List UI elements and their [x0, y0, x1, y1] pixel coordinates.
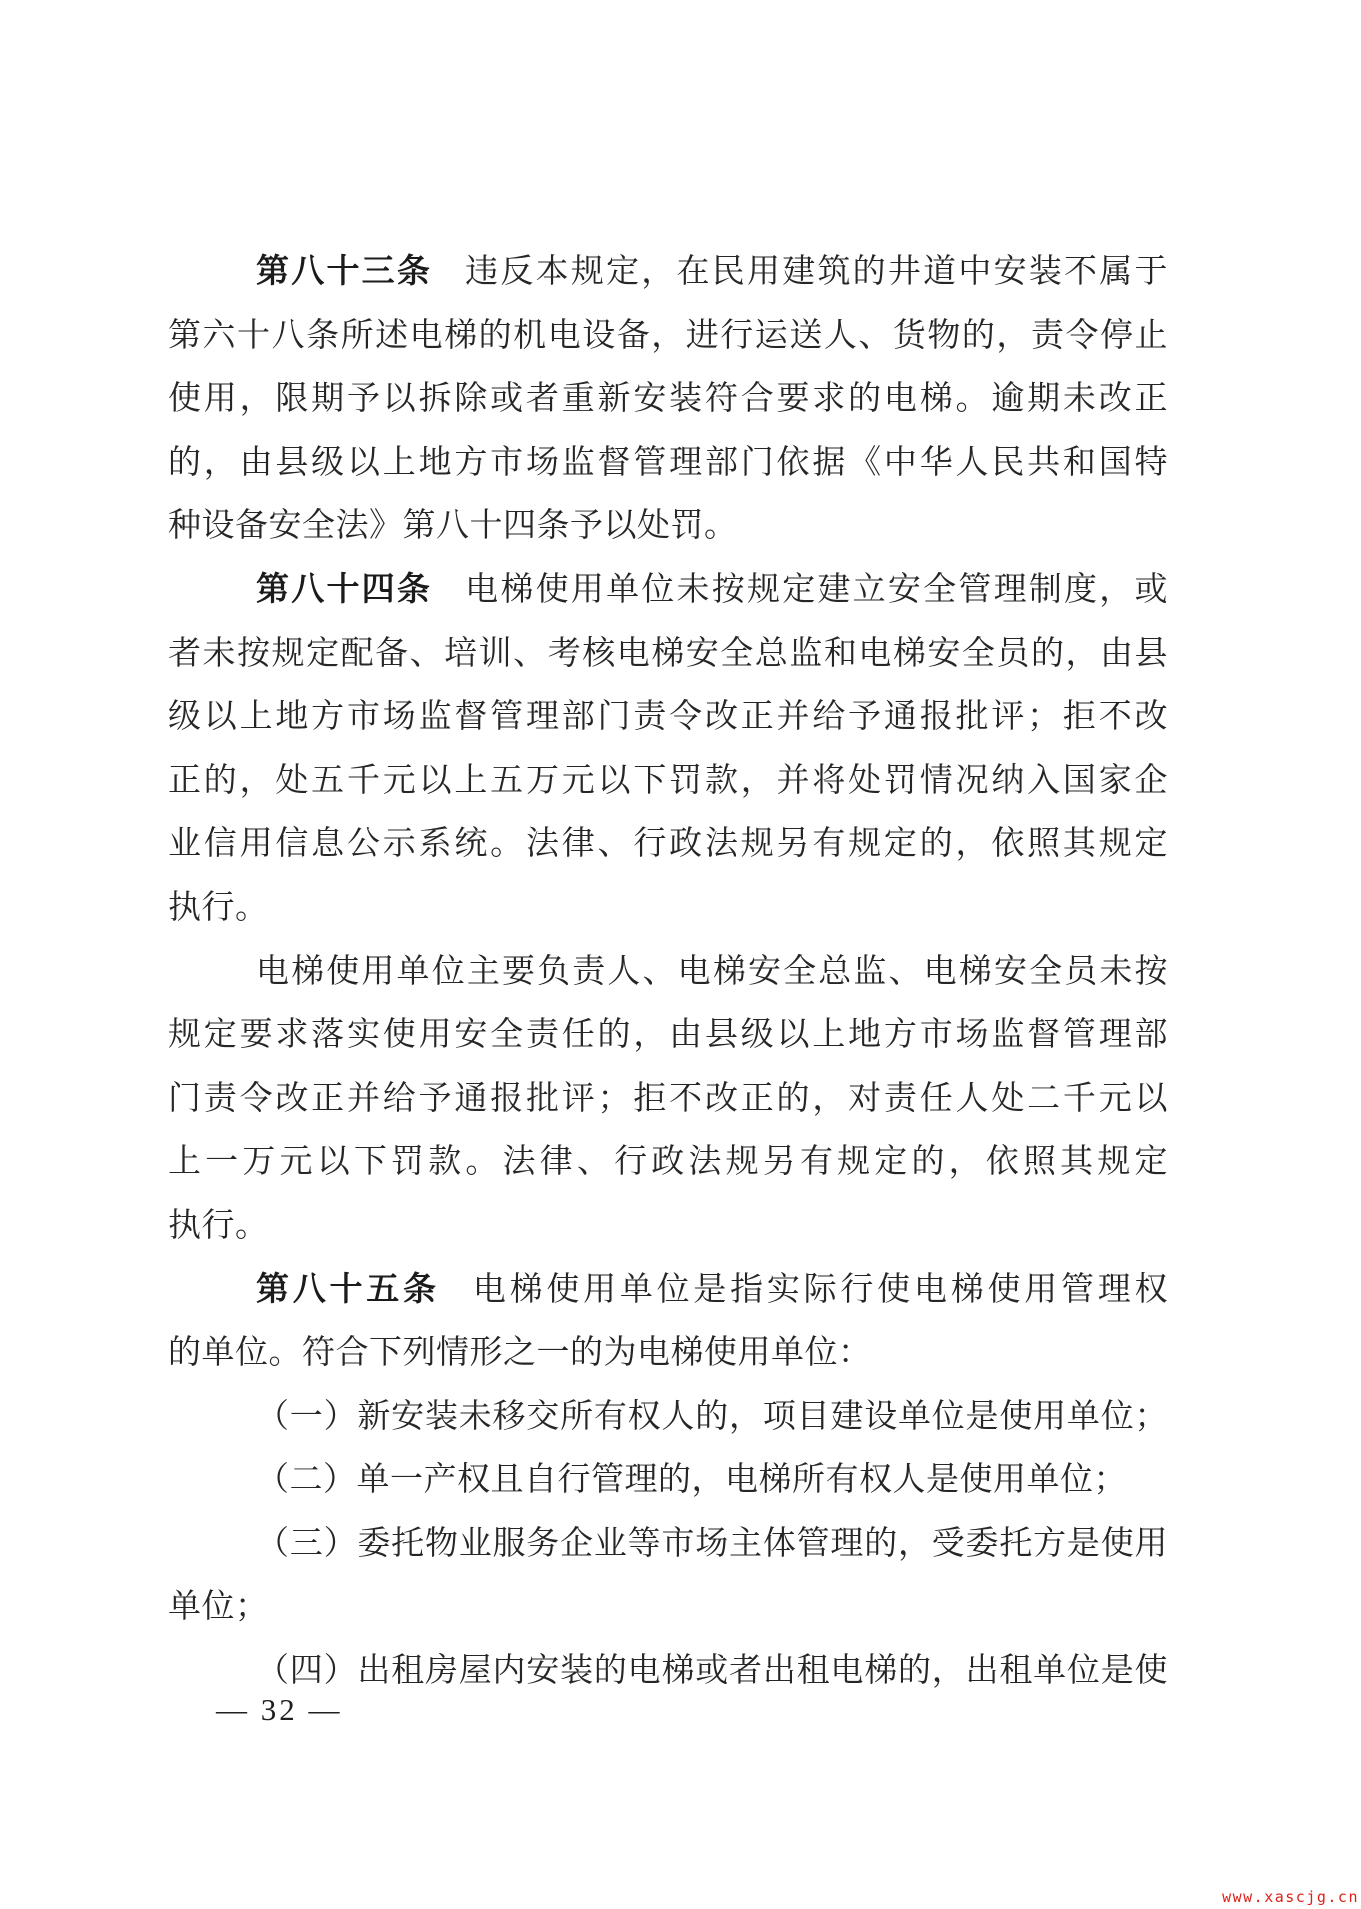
text-line: 上一万元以下罚款。法律、行政法规另有规定的，依照其规定: [168, 1144, 1168, 1181]
text-line: 的，由县级以上地方市场监督管理部门依据《中华人民共和国特: [168, 444, 1168, 481]
text-line: 使用，限期予以拆除或者重新安装符合要求的电梯。逾期未改正: [168, 381, 1168, 418]
article-83-number: 第八十三条: [256, 254, 433, 290]
text-line: 第六十八条所述电梯的机电设备，进行运送人、货物的，责令停止: [168, 317, 1168, 354]
list-item-1-line: （一）新安装未移交所有权人的，项目建设单位是使用单位；: [256, 1398, 1168, 1435]
text-line: 的单位。符合下列情形之一的为电梯使用单位：: [168, 1335, 872, 1372]
text-line: 业信用信息公示系统。法律、行政法规另有规定的，依照其规定: [168, 826, 1168, 863]
article-85-first-line: [168, 1259, 1168, 1323]
text-line: 正的，处五千元以上五万元以下罚款，并将处罚情况纳入国家企: [168, 762, 1168, 799]
text-line: 违反本规定，在民用建筑的井道中安装不属于: [465, 254, 1169, 290]
article-83-first-line: [168, 241, 1168, 305]
text-line: 规定要求落实使用安全责任的，由县级以上地方市场监督管理部: [168, 1017, 1168, 1054]
page-number: — 32 —: [216, 1692, 343, 1727]
text-line: 单位；: [168, 1589, 269, 1626]
text-line: 级以上地方市场监督管理部门责令改正并给予通报批评；拒不改: [168, 699, 1168, 736]
text-line: 电梯使用单位未按规定建立安全管理制度，或: [465, 571, 1169, 608]
article-85-number: 第八十五条: [256, 1271, 440, 1308]
text-line: 执行。: [168, 1207, 269, 1244]
list-item-4-line: （四）出租房屋内安装的电梯或者出租电梯的，出租单位是使: [256, 1653, 1168, 1690]
text-line: 者未按规定配备、培训、考核电梯安全总监和电梯安全员的，由县: [168, 635, 1168, 672]
text-line: 电梯使用单位是指实际行使电梯使用管理权: [472, 1271, 1169, 1308]
watermark-url: www.xascjg.cn: [1222, 1888, 1359, 1906]
text-line: 执行。: [168, 889, 269, 926]
document-body: [168, 241, 1168, 1704]
text-line: 门责令改正并给予通报批评；拒不改正的，对责任人处二千元以: [168, 1080, 1168, 1117]
list-item-3-line: （三）委托物业服务企业等市场主体管理的，受委托方是使用: [256, 1525, 1168, 1562]
list-item-2-line: （二）单一产权且自行管理的，电梯所有权人是使用单位；: [256, 1462, 1127, 1499]
article-84-number: 第八十四条: [256, 571, 433, 608]
text-line: 电梯使用单位主要负责人、电梯安全总监、电梯安全员未按: [256, 953, 1168, 990]
article-84-first-line: [168, 559, 1168, 623]
text-line: 种设备安全法》第八十四条予以处罚。: [168, 508, 738, 545]
